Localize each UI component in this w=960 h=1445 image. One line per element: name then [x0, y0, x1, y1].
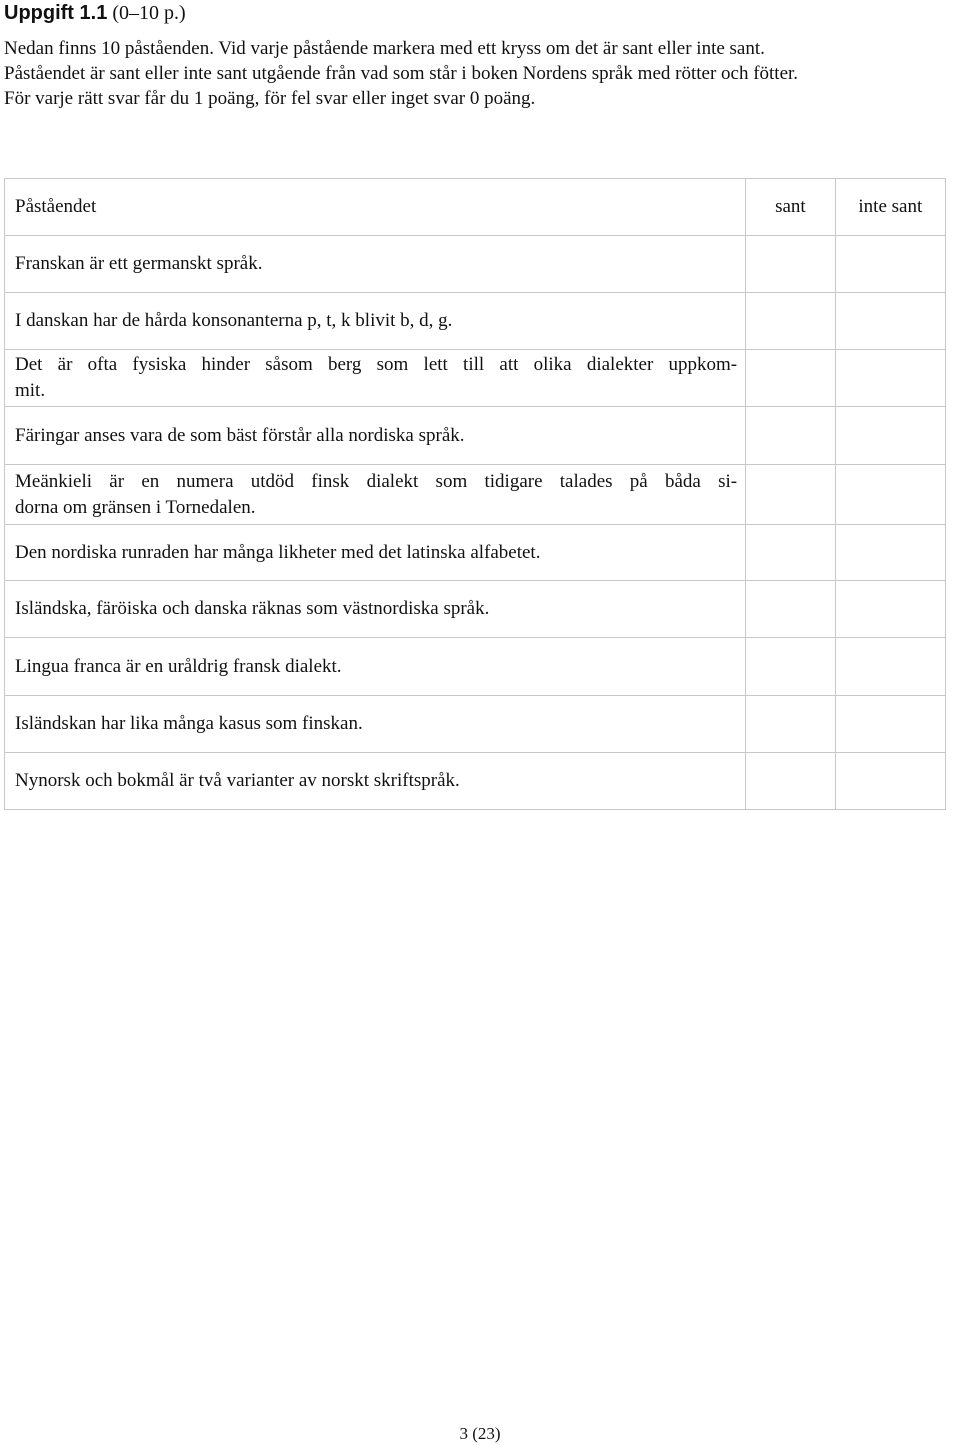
statement-text: dorna om gränsen i Tornedalen.: [15, 496, 256, 518]
table-row: [5, 753, 946, 810]
page-number: 3 (23): [459, 1424, 501, 1443]
table-row: [5, 407, 946, 465]
answer-true-cell[interactable]: [746, 581, 836, 638]
task-title: Uppgift 1.1: [4, 2, 108, 24]
answer-false-cell[interactable]: [835, 581, 945, 638]
statement-text: Den nordiska runraden har många likheter med det latinska alfabetet.: [15, 541, 541, 563]
instruction-line: Påståendet är sant eller inte sant utgående från vad som står i boken Nordens språk med rötter och fötter.: [4, 63, 799, 84]
answer-false-cell[interactable]: [835, 236, 945, 293]
statement-text: Färingar anses vara de som bäst förstår alla nordiska språk.: [15, 424, 465, 446]
statement-cell: [5, 293, 746, 350]
answer-true-cell[interactable]: [746, 465, 836, 525]
answer-false-cell[interactable]: [835, 350, 945, 407]
answer-true-cell[interactable]: [746, 293, 836, 350]
answer-false-cell[interactable]: [835, 407, 945, 465]
header-true: sant: [746, 179, 836, 236]
statement-cell: [5, 696, 746, 753]
header-statement: Påståendet: [5, 179, 746, 236]
statement-text: Nynorsk och bokmål är två varianter av norskt skriftspråk.: [15, 770, 460, 791]
statement-cell: [5, 350, 746, 407]
statement-cell: [5, 638, 746, 696]
answer-false-cell[interactable]: [835, 525, 945, 581]
statement-cell: [5, 236, 746, 293]
table-row: [5, 696, 946, 753]
answer-true-cell[interactable]: [746, 696, 836, 753]
answer-false-cell[interactable]: [835, 465, 945, 525]
answer-false-cell[interactable]: [835, 753, 945, 810]
answer-false-cell[interactable]: [835, 293, 945, 350]
answer-true-cell[interactable]: [746, 350, 836, 407]
statement-cell: [5, 753, 746, 810]
table-row: [5, 350, 946, 407]
answer-true-cell[interactable]: [746, 525, 836, 581]
statement-text: Isländska, färöiska och danska räknas som västnordiska språk.: [15, 598, 490, 619]
statement-text: Det är ofta fysiska hinder såsom berg som lett till att olika dialekter uppkom-: [15, 354, 738, 375]
table-row: [5, 638, 946, 696]
answer-false-cell[interactable]: [835, 696, 945, 753]
statement-text: Meänkieli är en numera utdöd finsk dialekt som tidigare talades på båda si-: [15, 470, 738, 492]
table-row: [5, 465, 946, 525]
answer-true-cell[interactable]: [746, 407, 836, 465]
table-row: [5, 581, 946, 638]
answer-true-cell[interactable]: [746, 236, 836, 293]
table-row: [5, 293, 946, 350]
answer-false-cell[interactable]: [835, 638, 945, 696]
table-row: [5, 525, 946, 581]
statement-cell: [5, 465, 746, 525]
statement-table: [4, 178, 946, 810]
header-false: inte sant: [835, 179, 945, 236]
answer-true-cell[interactable]: [746, 753, 836, 810]
answer-true-cell[interactable]: [746, 638, 836, 696]
task-points: (0–10 p.): [112, 2, 186, 24]
instructions: [4, 36, 959, 111]
table-row: [5, 236, 946, 293]
statement-text: Franskan är ett germanskt språk.: [15, 253, 263, 274]
table-header-row: [5, 179, 946, 236]
statement-cell: [5, 581, 746, 638]
instruction-line: För varje rätt svar får du 1 poäng, för fel svar eller inget svar 0 poäng.: [4, 88, 536, 109]
statement-text: Lingua franca är en uråldrig fransk dialekt.: [15, 655, 342, 677]
statement-cell: [5, 525, 746, 581]
instruction-line: Nedan finns 10 påståenden. Vid varje påstående markera med ett kryss om det är sant eller inte sant.: [4, 38, 765, 59]
task-heading: [4, 0, 186, 26]
statement-text: mit.: [15, 380, 46, 401]
statement-text: I danskan har de hårda konsonanterna p, t, k blivit b, d, g.: [15, 310, 453, 331]
statement-text: Isländskan har lika många kasus som finskan.: [15, 713, 363, 734]
statement-cell: [5, 407, 746, 465]
